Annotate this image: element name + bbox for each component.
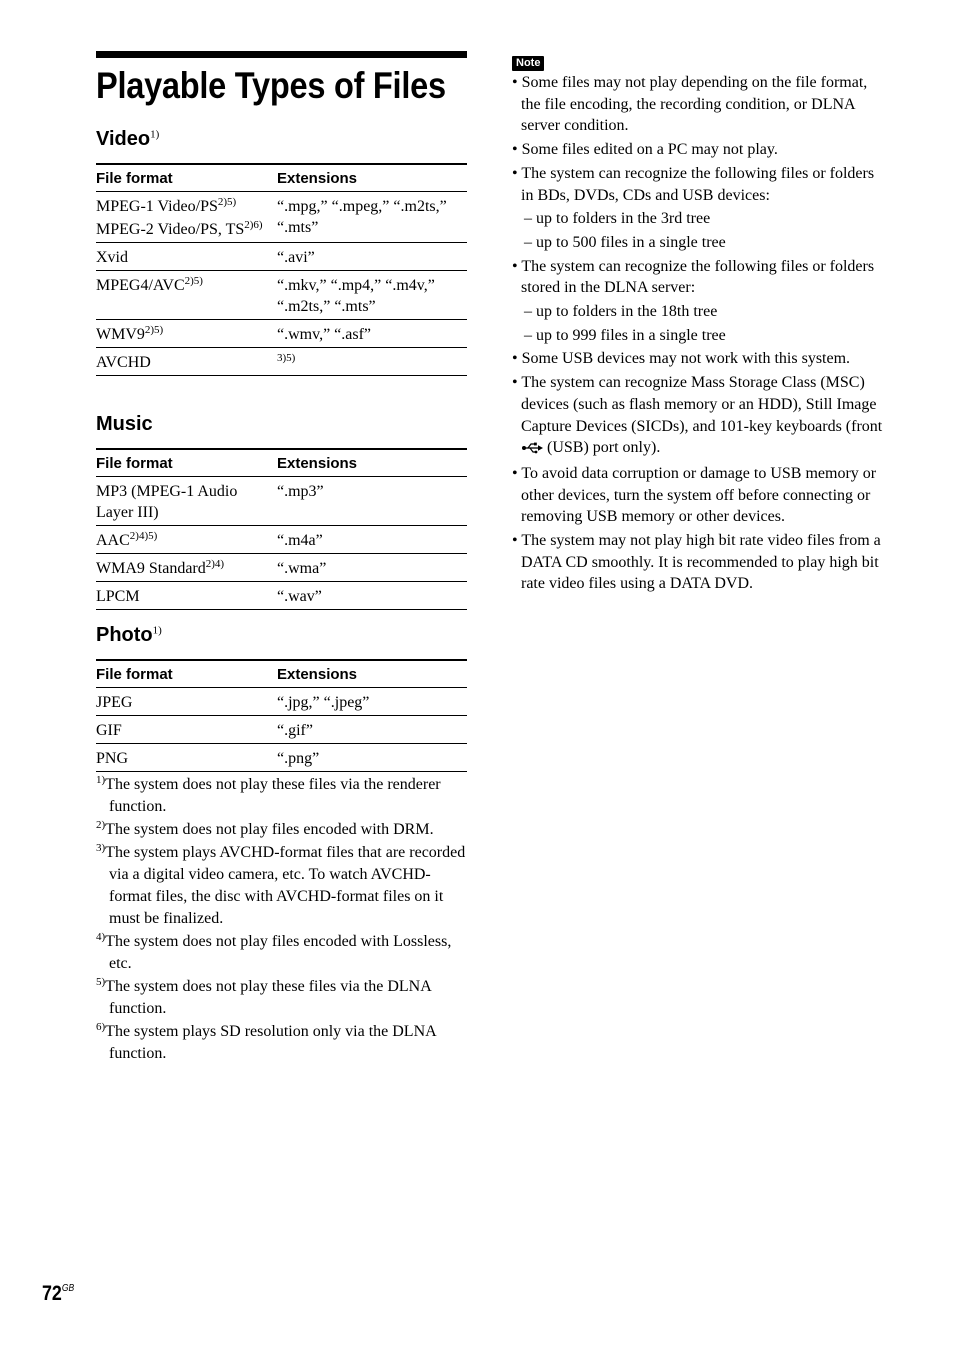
footnote-text: The system does not play these files via the renderer function. <box>105 776 441 815</box>
title-rule <box>96 51 467 58</box>
footnote <box>96 842 468 930</box>
footnote-ref: 3)5) <box>277 352 296 364</box>
table-header-row <box>96 164 467 192</box>
footnote-ref: 2)6) <box>244 219 263 231</box>
extensions-header: Extensions <box>277 660 467 688</box>
footnote <box>96 1021 468 1065</box>
format-cell: JPEG <box>96 688 277 716</box>
extensions-cell: “.m4a” <box>277 526 467 554</box>
table-row <box>96 526 467 554</box>
page-number-value: 72 <box>42 1282 62 1305</box>
table-row <box>96 554 467 582</box>
note-subitem: – up to folders in the 3rd tree <box>524 210 711 228</box>
format-cell <box>96 192 277 243</box>
footnote <box>96 774 468 818</box>
music-heading <box>96 413 153 436</box>
file-format-header: File format <box>96 449 277 477</box>
footnote-mark: 5) <box>96 976 106 988</box>
page-number <box>42 1282 74 1306</box>
footnote-ref: 2)5) <box>184 275 203 287</box>
footnote-mark: 3) <box>96 842 106 854</box>
note-subitem: – up to folders in the 18th tree <box>524 303 718 321</box>
footnote <box>96 931 468 975</box>
note-item-text: (USB) port only). <box>547 439 661 457</box>
extensions-cell: “.mpg,” “.mpeg,” “.m2ts,” “.mts” <box>277 192 467 243</box>
footnote <box>96 976 468 1020</box>
footnotes <box>96 774 468 1066</box>
footnote <box>96 819 468 841</box>
note-badge: Note <box>512 56 544 71</box>
table-header-row <box>96 449 467 477</box>
note-item-text: • The system can recognize Mass Storage Class (MSC) devices (such as flash memory or an HDD), Still Image Capture Devices (SICDs), and 101-key keyboards (front <box>512 374 883 435</box>
extensions-cell: “.wma” <box>277 554 467 582</box>
video-heading-footnote: 1) <box>150 128 160 141</box>
music-table <box>96 448 467 610</box>
format-cell: $MPEG4/AVC^{2)5)}$ <box>96 271 277 320</box>
footnote-ref: 2)5) <box>217 196 237 208</box>
table-row <box>96 744 467 772</box>
footnote-mark: 6) <box>96 1021 106 1033</box>
format-cell: Xvid <box>96 243 277 271</box>
page-title-block <box>96 51 467 108</box>
file-format-header: File format <box>96 660 277 688</box>
footnote-text: The system plays AVCHD-format files that are recorded via a digital video camera, etc. To watch AVCHD-format files, the disc with AVCHD-format files on it must be finalized. <box>105 844 466 927</box>
music-heading-text: Music <box>96 413 153 435</box>
table-row <box>96 192 467 243</box>
file-format-header: File format <box>96 164 277 192</box>
format-cell: $WMV9^{2)5)}$ <box>96 320 277 348</box>
footnote-ref: 2)5) <box>144 324 164 336</box>
photo-heading <box>96 624 162 647</box>
note-item: • Some files edited on a PC may not play. <box>512 141 778 159</box>
extensions-cell: “.mp3” <box>277 477 467 526</box>
table-row <box>96 243 467 271</box>
photo-heading-footnote: 1) <box>152 624 162 637</box>
note-subitem: – up to 999 files in a single tree <box>524 326 726 344</box>
extensions-cell <box>277 348 467 376</box>
page-number-suffix: GB <box>61 1283 75 1294</box>
note-item: • The system can recognize the following files or folders stored in the DLNA server: <box>512 257 875 297</box>
footnote-mark: 2) <box>96 819 106 831</box>
note-item: • The system can recognize the following files or folders in BDs, DVDs, CDs and USB devices: <box>512 164 875 204</box>
usb-icon <box>521 439 543 461</box>
photo-table <box>96 659 467 772</box>
note-item <box>512 372 884 461</box>
extensions-cell: “.mkv,” “.mp4,” “.m4v,” “.m2ts,” “.mts” <box>277 271 467 320</box>
footnote-text: The system plays SD resolution only via the DLNA function. <box>105 1023 436 1062</box>
video-heading-text: Video <box>96 128 151 150</box>
page-title: Playable Types of Files <box>96 65 446 106</box>
format-text: MPEG-2 Video/PS, $TS^{2)6)}$ <box>96 219 263 238</box>
extensions-cell: “.gif” <box>277 716 467 744</box>
format-cell: PNG <box>96 744 277 772</box>
extensions-header: Extensions <box>277 164 467 192</box>
extensions-cell: “.avi” <box>277 243 467 271</box>
note-item: • The system may not play high bit rate video files from a DATA CD smoothly. It is recommended to play high bit rate video files using a DATA DVD. <box>512 532 881 593</box>
photo-heading-text: Photo <box>96 624 153 646</box>
note-subitem: – up to 500 files in a single tree <box>524 233 726 251</box>
format-cell: LPCM <box>96 582 277 610</box>
table-row <box>96 716 467 744</box>
extensions-cell: “.png” <box>277 744 467 772</box>
footnote-mark: 1) <box>96 774 106 786</box>
note-item: • To avoid data corruption or damage to USB memory or other devices, turn the system off before connecting or removing USB memory or other devices. <box>512 464 877 526</box>
video-heading <box>96 128 159 151</box>
format-cell: WMA9 Standard$^{2)4)}$ <box>96 554 277 582</box>
footnote-text: The system does not play these files via the DLNA function. <box>105 978 431 1017</box>
note-item: • Some files may not play depending on the file format, the file encoding, the recording condition, or DLNA server condition. <box>512 74 868 135</box>
extensions-header: Extensions <box>277 449 467 477</box>
table-row <box>96 271 467 320</box>
table-row <box>96 348 467 376</box>
format-cell: GIF <box>96 716 277 744</box>
format-cell: MP3 (MPEG-1 Audio Layer III) <box>96 477 277 526</box>
table-row <box>96 582 467 610</box>
format-text: MPEG-1 Video/$PS^{2)5)}$ <box>96 196 237 215</box>
footnote-mark: 4) <box>96 931 106 943</box>
table-row <box>96 477 467 526</box>
table-row <box>96 688 467 716</box>
extensions-cell: “.wmv,” “.asf” <box>277 320 467 348</box>
format-cell: $AAC^{2)4)5)}$ <box>96 526 277 554</box>
table-header-row <box>96 660 467 688</box>
extensions-cell: “.wav” <box>277 582 467 610</box>
note-list <box>512 72 884 597</box>
format-cell: AVCHD <box>96 348 277 376</box>
footnote-ref: 2)4) <box>205 558 225 570</box>
footnote-ref: 2)4)5) <box>129 530 158 542</box>
video-table <box>96 163 467 376</box>
table-row <box>96 320 467 348</box>
footnote-text: The system does not play files encoded with Lossless, etc. <box>105 933 452 972</box>
note-item: • Some USB devices may not work with this system. <box>512 350 851 368</box>
footnote-text: The system does not play files encoded with DRM. <box>105 821 434 838</box>
extensions-cell: “.jpg,” “.jpeg” <box>277 688 467 716</box>
